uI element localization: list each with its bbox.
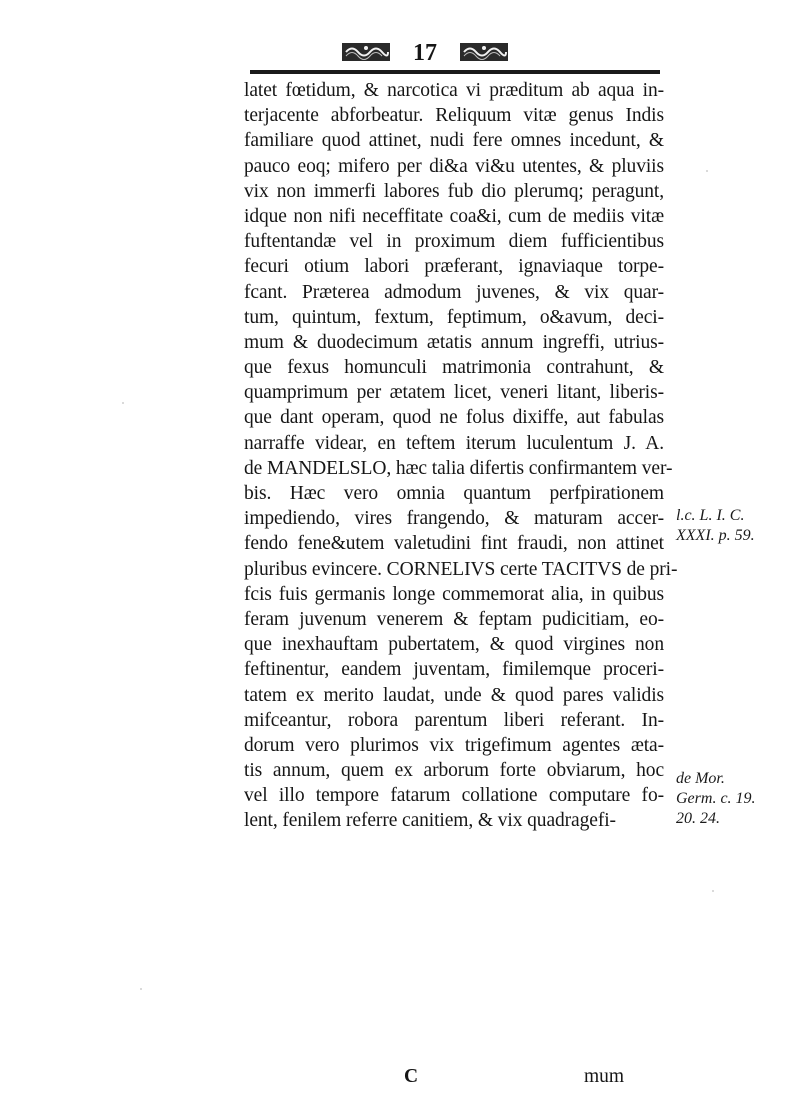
- text-line: que dant operam, quod ne folus dixiffe, aut fabulas: [244, 407, 664, 429]
- text-line: dorum vero plurimos vix trigefimum agentes æta-: [244, 734, 664, 756]
- text-line: lent, fenilem referre canitiem, & vix quadragefi-: [244, 810, 616, 832]
- text-line: que inexhauftam pubertatem, & quod virgines non: [244, 634, 664, 656]
- running-header: [250, 40, 660, 76]
- text-line: feftinentur, eandem juventam, fimilemque proceri-: [244, 659, 664, 681]
- text-line: feram juvenum venerem & feptam pudicitiam, eo-: [244, 608, 664, 630]
- text-line: tis annum, quem ex arborum forte obviarum, hoc: [244, 760, 664, 782]
- printer-ornament-left: [340, 40, 392, 64]
- text-line: vel illo tempore fatarum collatione computare fo-: [244, 785, 664, 807]
- paper-speck: [712, 890, 714, 892]
- margin-note-line: l.c. L. I. C.: [676, 507, 745, 524]
- header-rule: [250, 70, 660, 74]
- margin-note-line: Germ. c. 19.: [676, 790, 756, 807]
- text-line: familiare quod attinet, nudi fere omnes incedunt, &: [244, 130, 664, 152]
- text-line: idque non nifi neceffitate coa&i, cum de mediis vitæ: [244, 205, 664, 227]
- paper-speck: [706, 170, 708, 172]
- text-line: narraffe videar, en teftem iterum luculentum J. A.: [244, 432, 664, 454]
- printer-ornament-right: [458, 40, 510, 64]
- text-line: pluribus evincere. CORNELIVS certe TACITVS de pri-: [244, 558, 678, 580]
- text-line: de MANDELSLO, hæc talia difertis confirmantem ver-: [244, 457, 673, 479]
- paper-speck: [122, 402, 124, 404]
- text-line: bis. Hæc vero omnia quantum perfpirationem: [244, 483, 664, 504]
- margin-note-line: 20. 24.: [676, 810, 720, 827]
- body-text: [244, 78, 678, 834]
- text-line: fcant. Præterea admodum juvenes, & vix quar-: [244, 281, 664, 303]
- page-number: 17: [413, 40, 437, 66]
- text-line: fecuri otium labori præferant, ignaviaque torpe-: [244, 256, 664, 278]
- text-line: mum & duodecimum ætatis annum ingreffi, utrius-: [244, 331, 664, 353]
- text-line: pauco eoq; mifero per di&a vi&u utentes, & pluviis: [244, 155, 664, 177]
- text-line: latet fœtidum, & narcotica vi præditum ab aqua in-: [244, 80, 664, 101]
- text-line: impediendo, vires frangendo, & maturam accer-: [244, 508, 664, 530]
- text-line: quamprimum per ætatem licet, veneri litant, liberis-: [244, 382, 664, 404]
- text-line: que fexus homunculi matrimonia contrahunt, &: [244, 357, 664, 379]
- paper-speck: [140, 988, 142, 990]
- text-line: terjacente abforbeatur. Reliquum vitæ genus Indis: [244, 105, 664, 127]
- catchword: mum: [584, 1066, 625, 1087]
- margin-note-citation: [676, 506, 755, 546]
- text-line: tum, quintum, fextum, feptimum, o&avum, deci-: [244, 306, 664, 328]
- text-line: fuftentandæ vel in proximum diem fufficientibus: [244, 231, 664, 253]
- signature-mark: C: [404, 1066, 419, 1087]
- text-line: fcis fuis germanis longe commemorat alia, in quibus: [244, 583, 664, 605]
- margin-note-line: XXXI. p. 59.: [676, 527, 755, 544]
- text-line: vix non immerfi labores fub dio plerumq; peragunt,: [244, 180, 664, 202]
- text-line: tatem ex merito laudat, unde & quod pares validis: [244, 684, 664, 706]
- margin-note-citation: [676, 769, 756, 829]
- text-line: mifceantur, robora parentum liberi referant. In-: [244, 709, 664, 731]
- margin-note-line: de Mor.: [676, 770, 725, 787]
- page-foot: [244, 1064, 664, 1089]
- text-line: fendo fene&utem valetudini fint fraudi, non attinet: [244, 533, 664, 555]
